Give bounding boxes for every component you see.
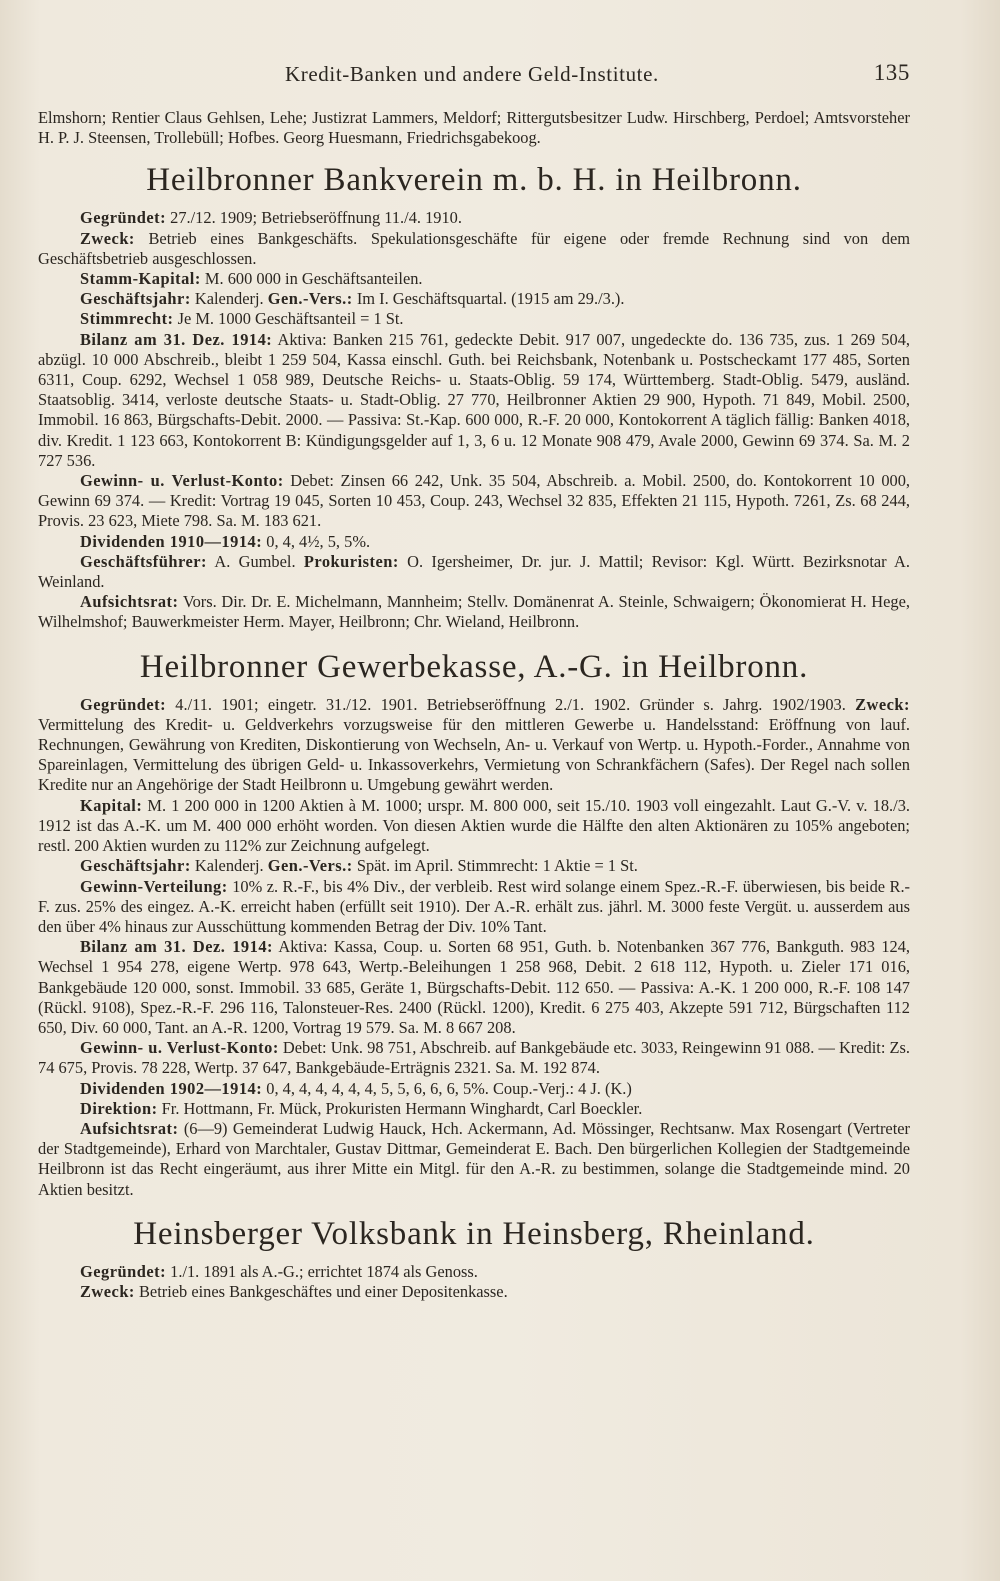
page-number: 135 bbox=[873, 60, 910, 85]
entry-paragraph: Zweck: Betrieb eines Bankgeschäfts. Spekulationsgeschäfte für eigene oder fremde Rechnung sind von dem Geschäftsbetrieb ausgeschlossen. bbox=[38, 228, 910, 268]
entry-paragraph: Gewinn- u. Verlust-Konto: Debet: Unk. 98 751, Abschreib. auf Bankgebäude etc. 3033, Reingewinn 91 088. — Kredit: Zs. 74 675, Provis. 78 228, Wertp. 37 647, Bankgebäude-Erträgnis 2321. Sa. M. 192 874. bbox=[38, 1038, 910, 1078]
entry-paragraph: Dividenden 1902—1914: 0, 4, 4, 4, 4, 4, 4, 5, 5, 6, 6, 6, 5%. Coup.-Verj.: 4 J. (K.) bbox=[80, 1078, 632, 1098]
section-title: Heilbronner Bankverein m. b. H. in Heilbronn. bbox=[146, 162, 802, 199]
entry-paragraph: Gewinn- u. Verlust-Konto: Debet: Zinsen 66 242, Unk. 35 504, Abschreib. a. Mobil. 2500, do. Kontokorrent 10 000, Gewinn 69 374. — Kredit: Vortrag 19 045, Sorten 10 453, Coup. 243, Wechsel 32 835, Effekten 21 115, Hypoth. 7261, Zs. 68 244, Provis. 23 623, Miete 798. Sa. M. 183 621. bbox=[38, 471, 910, 531]
entry-paragraph: Aufsichtsrat: (6—9) Gemeinderat Ludwig Hauck, Hch. Ackermann, Ad. Mössinger, Rechtsanw. Max Rosengart (Vertreter der Stadtgemeinde), Erhard von Marchtaler, Gustav Dittmar, Gemeinderat E. Bach. Den bürgerlichen Kollegien der Stadtgemeinde Heilbronn ist das Recht eingeräumt, aus ihrer Mitte ein Mitgl. für den A.-R. zu bestimmen, solange die Stadtgemeinde mind. 20 Aktien besitzt. bbox=[38, 1118, 910, 1199]
entry-paragraph: Geschäftsjahr: Kalenderj. Gen.-Vers.: Spät. im April. Stimmrecht: 1 Aktie = 1 St. bbox=[80, 856, 638, 876]
running-title: Kredit-Banken und andere Geld-Institute. bbox=[285, 62, 659, 86]
entry-paragraph: Zweck: Betrieb eines Bankgeschäftes und einer Depositenkasse. bbox=[80, 1281, 508, 1301]
section-title: Heilbronner Gewerbekasse, A.-G. in Heilbronn. bbox=[139, 648, 809, 685]
entry-paragraph: Bilanz am 31. Dez. 1914: Aktiva: Banken 215 761, gedeckte Debit. 917 007, ungedeckte do. 136 735, zus. 1 269 504, abzügl. 10 000 Abschreib., bleibt 1 259 504, Kassa einschl. Guth. bei Reichsbank, Notenbank u. Postscheckamt 177 485, Sorten 6311, Coup. 6292, Wechsel 1 058 989, Deutsche Reichs- u. Staats-Oblig. 59 174, Württemberg. Stadt-Oblig. 5479, ausländ. Staatsoblig. 3414, verloste deutsche Staats- u. Stadt-Oblig. 27 770, Heilbronner Aktien 29 900, Hypoth. 71 849, Mobil. 2500, Immobil. 16 863, Bürgschafts-Debit. 2000. — Passiva: St.-Kap. 600 000, R.-F. 20 000, Kontokorrent A täglich fällig: Banken 4018, div. Kredit. 1 123 663, Kontokorrent B: Kündigungsgelder auf 1, 3, 6 u. 12 Monate 908 479, Avale 2000, Gewinn 69 374. Sa. M. 2 727 536. bbox=[38, 329, 910, 470]
entry-paragraph: Gegründet: 1./1. 1891 als A.-G.; errichtet 1874 als Genoss. bbox=[80, 1261, 478, 1281]
entry-paragraph: Aufsichtsrat: Vors. Dir. Dr. E. Michelmann, Mannheim; Stellv. Domänenrat A. Steinle, Schwaigern; Ökonomierat H. Hege, Wilhelmshof; Bauwerkmeister Herm. Mayer, Heilbronn; Chr. Wieland, Heilbronn. bbox=[38, 592, 910, 632]
entry-paragraph: Geschäftsführer: A. Gumbel. Prokuristen: O. Igersheimer, Dr. jur. J. Mattil; Revisor: Kgl. Württ. Bezirksnotar A. Weinland. bbox=[38, 551, 910, 592]
entry-paragraph: Geschäftsjahr: Kalenderj. Gen.-Vers.: Im I. Geschäftsquartal. (1915 am 29./3.). bbox=[80, 289, 625, 309]
section-title: Heinsberger Volksbank in Heinsberg, Rheinland. bbox=[133, 1215, 815, 1252]
page-content bbox=[38, 108, 910, 1302]
entry-paragraph: Dividenden 1910—1914: 0, 4, 4½, 5, 5%. bbox=[80, 531, 371, 551]
running-header bbox=[40, 58, 910, 92]
intro-paragraph: Elmshorn; Rentier Claus Gehlsen, Lehe; Justizrat Lammers, Meldorf; Rittergutsbesitzer Ludw. Hirschberg, Perdoel; Amtsvorsteher H. P. J. Steensen, Trollebüll; Hofbes. Georg Huesmann, Friedrichsgabekoog. bbox=[38, 108, 910, 148]
entry-paragraph: Gewinn-Verteilung: 10% z. R.-F., bis 4% Div., der verbleib. Rest wird solange einem Spez.-R.-F. überwiesen, bis beide R.-F. zus. 25% des eingez. A.-K. erreicht haben (erfüllt seit 1910). Der A.-R. erhält zus. jährl. M. 3000 feste Vergüt. u. ausserdem aus den über 4% hinaus zur Ausschüttung kommenden Betrag der Div. 10% Tant. bbox=[38, 876, 910, 936]
entry-paragraph: Stamm-Kapital: M. 600 000 in Geschäftsanteilen. bbox=[80, 269, 423, 289]
entry-paragraph: Bilanz am 31. Dez. 1914: Aktiva: Kassa, Coup. u. Sorten 68 951, Guth. b. Notenbanken 367 776, Bankguth. 983 124, Wechsel 1 954 278, eigene Wertp. 978 643, Wertp.-Beleihungen 1 258 968, Debit. 2 618 112, Hypoth. u. Zieler 171 016, Bankgebäude 120 000, sonst. Immobil. 33 685, Geräte 1, Bürgschafts-Debit. 112 650. — Passiva: A.-K. 1 200 000, R.-F. 108 147 (Rückl. 9108), Spez.-R.-F. 296 116, Talonsteuer-Res. 2400 (Rückl. 1200), Kredit. 6 275 403, Akzepte 591 712, Bürgschaften 112 650, Div. 60 000, Tant. an A.-R. 1200, Vortrag 19 579. Sa. M. 8 667 208. bbox=[38, 937, 911, 1037]
entry-paragraph: Gegründet: 4./11. 1901; eingetr. 31./12. 1901. Betriebseröffnung 2./1. 1902. Gründer s. Jahrg. 1902/1903. Zweck: Vermittelung des Kredit- u. Geldverkehrs vorzugsweise für den mittleren Gewerbe u. Handelsstand: Eröffnung von lauf. Rechnungen, Gewährung von Krediten, Diskontierung von Wechseln, An- u. Verkauf von Wertp. u. Hypoth.-Forder., Annahme von Spareinlagen, Vermittelung des übrigen Geld- u. Inkassoverkehrs, Vermietung von Schrankfächern (Safes). Der Regel nach sollen Kredite nur an Angehörige der Stadt Heilbronn u. Umgebung gewährt werden. bbox=[38, 694, 910, 795]
entry-paragraph: Kapital: M. 1 200 000 in 1200 Aktien à M. 1000; urspr. M. 800 000, seit 15./10. 1903 voll eingezahlt. Laut G.-V. v. 18./3. 1912 ist das A.-K. um M. 400 000 erhöht worden. Von diesen Aktien wurde die Hälfte den alten Aktionären zu 105% angeboten; restl. 200 Aktien wurden zu 112% zur Zeichnung aufgelegt. bbox=[38, 795, 910, 856]
entry-paragraph: Stimmrecht: Je M. 1000 Geschäftsanteil = 1 St. bbox=[80, 309, 404, 329]
entry-paragraph: Gegründet: 27./12. 1909; Betriebseröffnung 11./4. 1910. bbox=[80, 208, 462, 228]
entry-paragraph: Direktion: Fr. Hottmann, Fr. Mück, Prokuristen Hermann Winghardt, Carl Boeckler. bbox=[80, 1098, 643, 1118]
